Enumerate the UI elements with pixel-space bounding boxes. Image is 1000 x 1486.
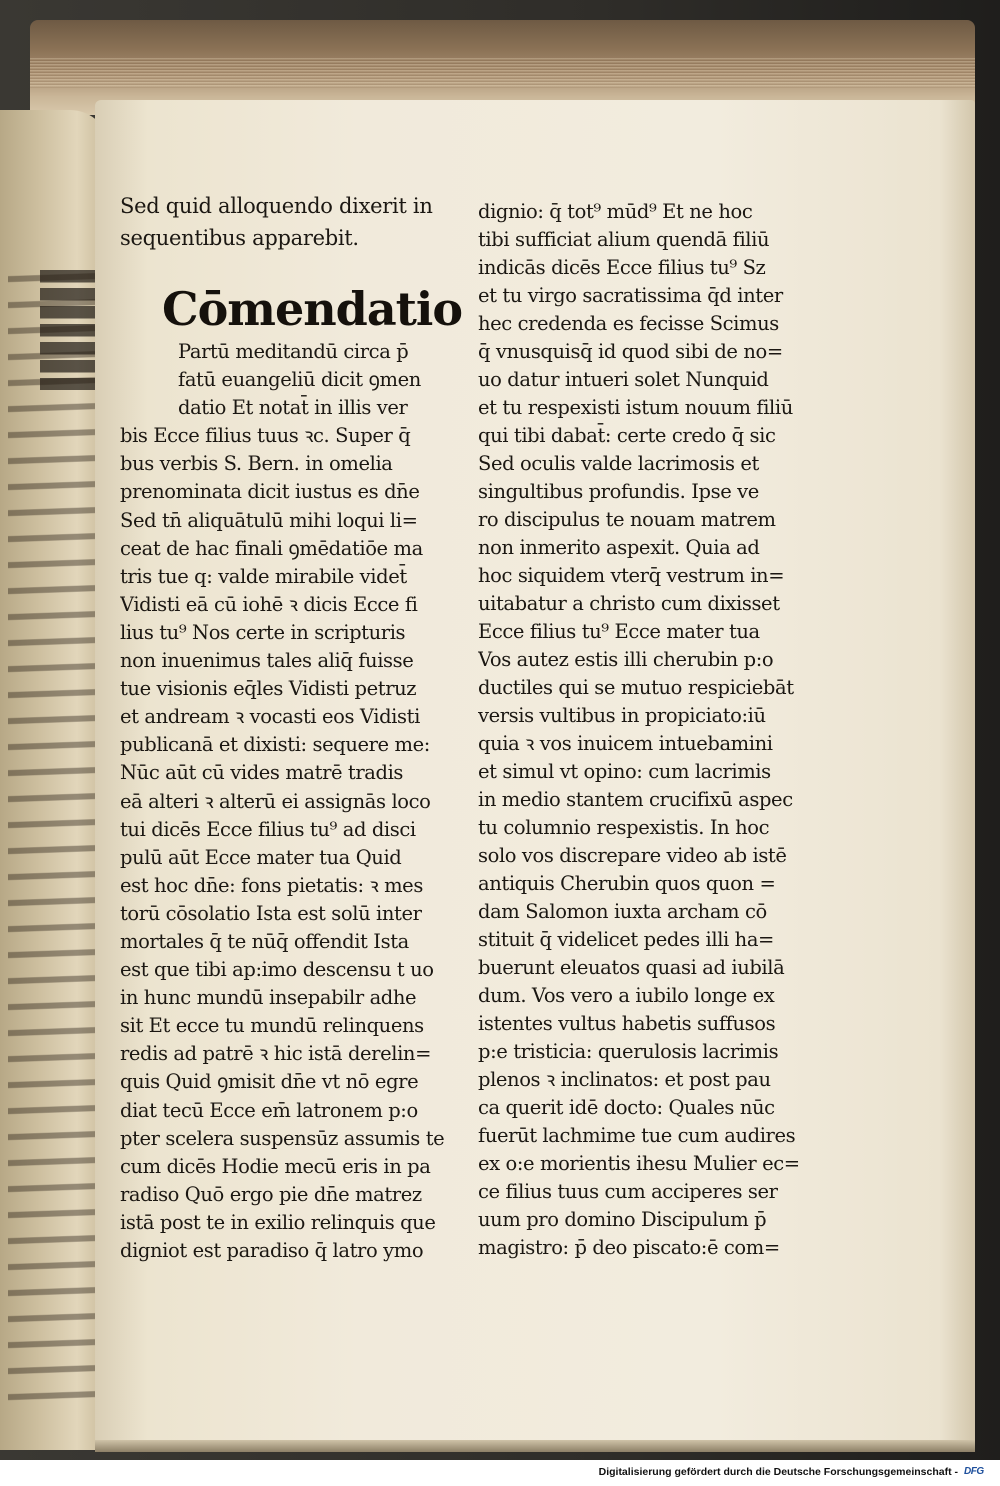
text-line: redis ad patrē ꝛ hic istā derelin= — [120, 1042, 432, 1066]
text-line: et andream ꝛ vocasti eos Vidisti — [120, 705, 420, 729]
text-line: in medio stantem crucifixū aspec — [478, 788, 793, 811]
text-line: Nūc aūt cū vides matrē tradis — [120, 761, 404, 785]
text-line: eā alteri ꝛ alterū ei assignās loco — [120, 789, 431, 813]
text-line: cum dicēs Hodie mecū eris in pa — [120, 1154, 431, 1178]
text-line: digniot est paradiso q̄ latro ymo — [120, 1239, 424, 1262]
text-line: istentes vultus habetis suffusos — [478, 1012, 776, 1035]
text-line: p:e tristicia: querulosis lacrimis — [478, 1040, 779, 1063]
text-line: tui dicēs Ecce filius tu⁹ ad disci — [120, 817, 416, 841]
text-line: ce filius tuus cum acciperes ser — [478, 1180, 778, 1203]
text-line: dignio: q̄ tot⁹ mūd⁹ Et ne hoc — [478, 200, 753, 223]
text-line: in hunc mundū insepabilr adhe — [120, 986, 417, 1010]
text-line: uo datur intueri solet Nunquid — [478, 368, 769, 391]
text-line: Ecce filius tu⁹ Ecce mater tua — [478, 620, 760, 643]
text-line: versis vultibus in propiciato:iū — [478, 704, 766, 727]
left-column-body — [120, 338, 465, 1265]
text-line: fatū euangeliū dicit ꝯmen — [178, 368, 421, 392]
text-line: sit Et ecce tu mundū relinquens — [120, 1014, 424, 1038]
page-bottom-edge — [95, 1440, 975, 1452]
text-line: et tu virgo sacratissima q̄d inter — [478, 284, 783, 307]
text-line: stituit q̄ videlicet pedes illi ha= — [478, 928, 774, 951]
text-line: torū cōsolatio Ista est solū inter — [120, 901, 422, 925]
text-line: bus verbis S. Bern. in omelia — [120, 452, 393, 476]
left-facing-page — [0, 110, 110, 1450]
text-line: est que tibi ap:imo descensu t uo — [120, 958, 434, 982]
text-line: istā post te in exilio relinquis que — [120, 1210, 436, 1234]
text-line: hec credenda es fecisse Scimus — [478, 312, 779, 335]
text-line: mortales q̄ te nūq̄ offendit Ista — [120, 929, 409, 953]
intro-line: Sed quid alloquendo dixerit in — [120, 194, 433, 218]
text-line: pulū aūt Ecce mater tua Quid — [120, 845, 402, 869]
text-line: non inuenimus tales aliq̄ fuisse — [120, 649, 414, 673]
text-line: est hoc dn̄e: fons pietatis: ꝛ mes — [120, 873, 423, 897]
text-line: Partū meditandū circa p̄ — [178, 340, 409, 363]
text-line: Vidisti eā cū iohē ꝛ dicis Ecce fi — [120, 592, 418, 616]
text-line: uum pro domino Discipulum p̄ — [478, 1208, 767, 1231]
text-line: dam Salomon iuxta archam cō — [478, 900, 767, 923]
text-line: tue visionis eq̄les Vidisti petruz — [120, 677, 417, 701]
text-line: solo vos discrepare video ab istē — [478, 844, 787, 867]
text-line: diat tecū Ecce em̄ latronem p:o — [120, 1098, 418, 1122]
text-line: buerunt eleuatos quasi ad iubilā — [478, 956, 785, 979]
text-line: ca querit idē docto: Quales nūc — [478, 1096, 775, 1119]
text-line: hoc siquidem vterq̄ vestrum in= — [478, 564, 785, 587]
text-line: dum. Vos vero a iubilo longe ex — [478, 984, 775, 1007]
text-line: antiquis Cherubin quos quon = — [478, 872, 776, 895]
text-line: publicanā et dixisti: sequere me: — [120, 733, 430, 757]
text-line: ceat de hac finali ꝯmēdatiōe ma — [120, 536, 423, 560]
text-line: bis Ecce filius tuus ꝛc. Super q̄ — [120, 424, 411, 448]
right-column — [478, 198, 818, 1262]
text-line: pter scelera suspensūz assumis te — [120, 1126, 445, 1150]
text-line: ro discipulus te nouam matrem — [478, 508, 776, 531]
text-line: fuerūt lachmime tue cum audires — [478, 1124, 796, 1147]
text-line: tu columnio respexistis. In hoc — [478, 816, 770, 839]
text-line: Sed oculis valde lacrimosis et — [478, 452, 759, 475]
text-line: singultibus profundis. Ipse ve — [478, 480, 759, 503]
funding-note: Digitalisierung gefördert durch die Deutsche Forschungsgemeinschaft - — [598, 1466, 958, 1478]
section-heading: Cōmendatio — [162, 282, 463, 336]
text-line: tibi sufficiat alium quendā filiū — [478, 228, 770, 251]
text-line: indicās dicēs Ecce filius tu⁹ Sz — [478, 256, 766, 279]
text-line: tris tue q: valde mirabile videt̄ — [120, 564, 407, 588]
text-line: quis Quid ꝯmisit dn̄e vt nō egre — [120, 1070, 419, 1094]
dfg-logo: DFG — [964, 1466, 984, 1477]
intro-line: sequentibus apparebit. — [120, 226, 359, 250]
text-line: et tu respexisti istum nouum filiū — [478, 396, 793, 419]
text-line: non inmerito aspexit. Quia ad — [478, 536, 760, 559]
text-line: ductiles qui se mutuo respiciebāt — [478, 676, 794, 699]
text-line: ex o:e morientis ihesu Mulier ec= — [478, 1152, 800, 1175]
text-line: et simul vt opino: cum lacrimis — [478, 760, 771, 783]
text-line: datio Et notat̄ in illis ver — [178, 396, 408, 420]
text-line: q̄ vnusquisq̄ id quod sibi de no= — [478, 340, 783, 363]
left-column — [120, 190, 465, 254]
text-line: Vos autez estis illi cherubin p:o — [478, 648, 774, 671]
text-line: uitabatur a christo cum dixisset — [478, 592, 780, 615]
text-line: magistro: p̄ deo piscato:ē com= — [478, 1236, 780, 1259]
text-line: Sed tn̄ aliquātulū mihi loqui li= — [120, 508, 418, 532]
text-line: plenos ꝛ inclinatos: et post pau — [478, 1068, 771, 1091]
left-page-text — [8, 258, 103, 1411]
text-line: quia ꝛ vos inuicem intuebamini — [478, 732, 773, 755]
text-line: radiso Quō ergo pie dn̄e matrez — [120, 1182, 422, 1206]
text-line: lius tu⁹ Nos certe in scripturis — [120, 620, 406, 644]
text-line: prenominata dicit iustus es dn̄e — [120, 480, 420, 504]
text-line: qui tibi dabat̄: certe credo q̄ sic — [478, 424, 776, 447]
